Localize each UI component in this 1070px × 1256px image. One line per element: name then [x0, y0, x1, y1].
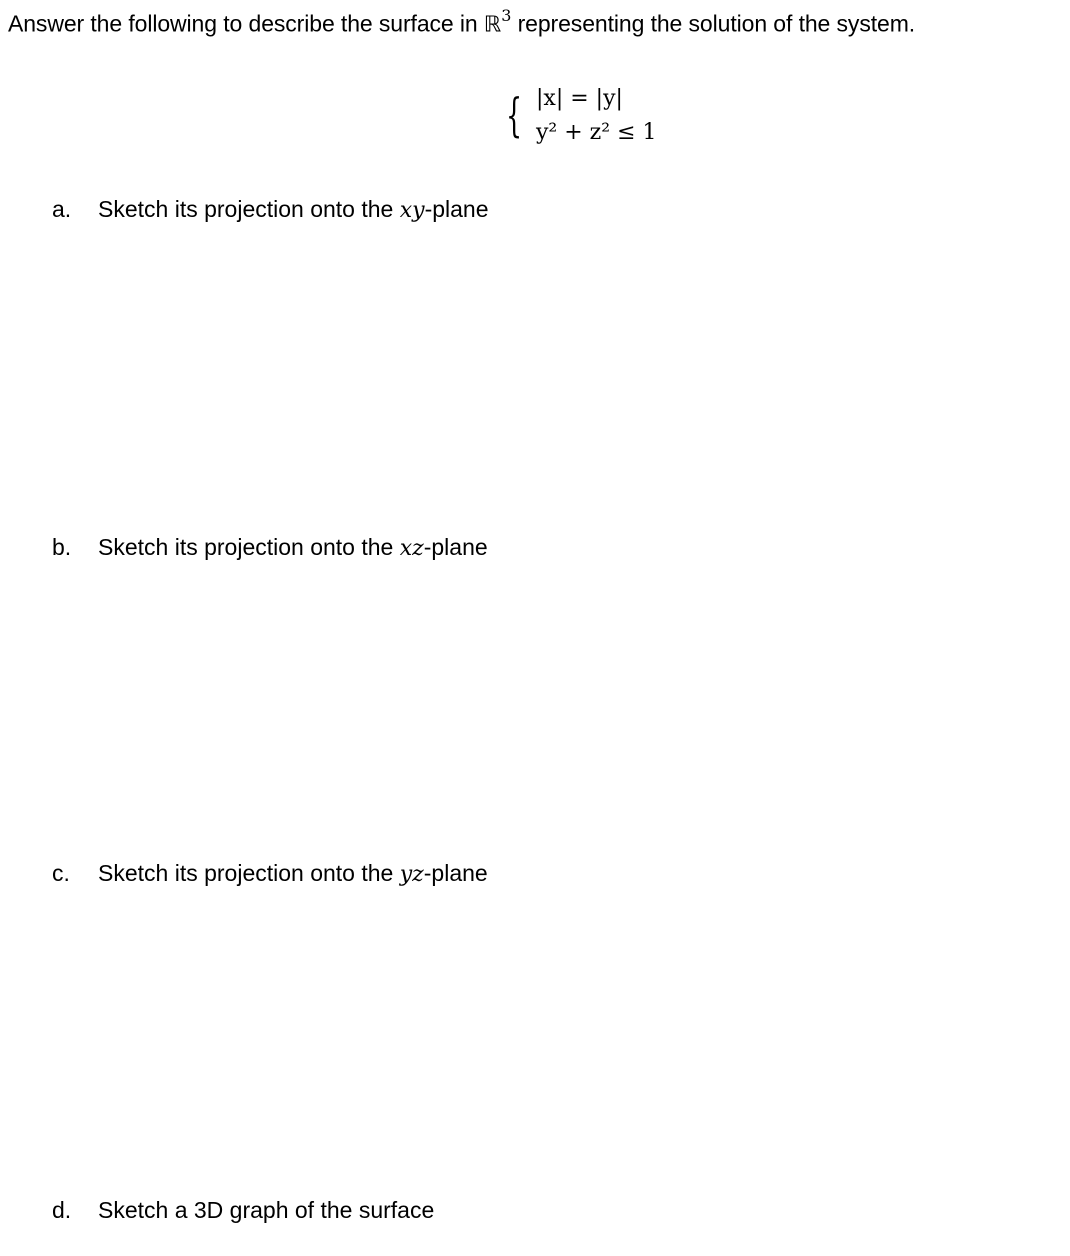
question-text: Sketch its projection onto the: [98, 860, 400, 886]
question-label: a.: [52, 196, 72, 222]
plane-variables: xy: [399, 198, 425, 223]
question-suffix: -plane: [423, 860, 488, 886]
question-b: [52, 534, 488, 561]
question-c: [52, 860, 488, 887]
question-label: b.: [52, 534, 72, 560]
plane-variables: xz: [399, 536, 424, 561]
equation-inequality: y² + z² ≤ 1: [536, 120, 657, 145]
question-text: Sketch its projection onto the: [98, 196, 400, 222]
statement-lead-text: Answer the following to describe the surface in: [8, 10, 484, 37]
question-suffix: -plane: [423, 534, 488, 560]
real-space-symbol: ℝ: [483, 12, 502, 38]
question-a: [52, 196, 489, 223]
space-exponent: 3: [501, 6, 512, 25]
question-text: Sketch its projection onto the: [98, 534, 400, 560]
question-text: Sketch a 3D graph of the surface: [98, 1197, 435, 1223]
question-suffix: -plane: [424, 196, 489, 222]
question-label: d.: [52, 1197, 72, 1223]
statement-tail-text: representing the solution of the system.: [511, 10, 916, 37]
question-label: c.: [52, 860, 70, 886]
equation-system: [506, 84, 706, 154]
plane-variables: yz: [399, 862, 424, 887]
question-d: [52, 1197, 434, 1224]
equation-abs: |x| = |y|: [536, 86, 623, 111]
problem-statement: [8, 8, 915, 38]
system-brace: {: [506, 88, 523, 142]
